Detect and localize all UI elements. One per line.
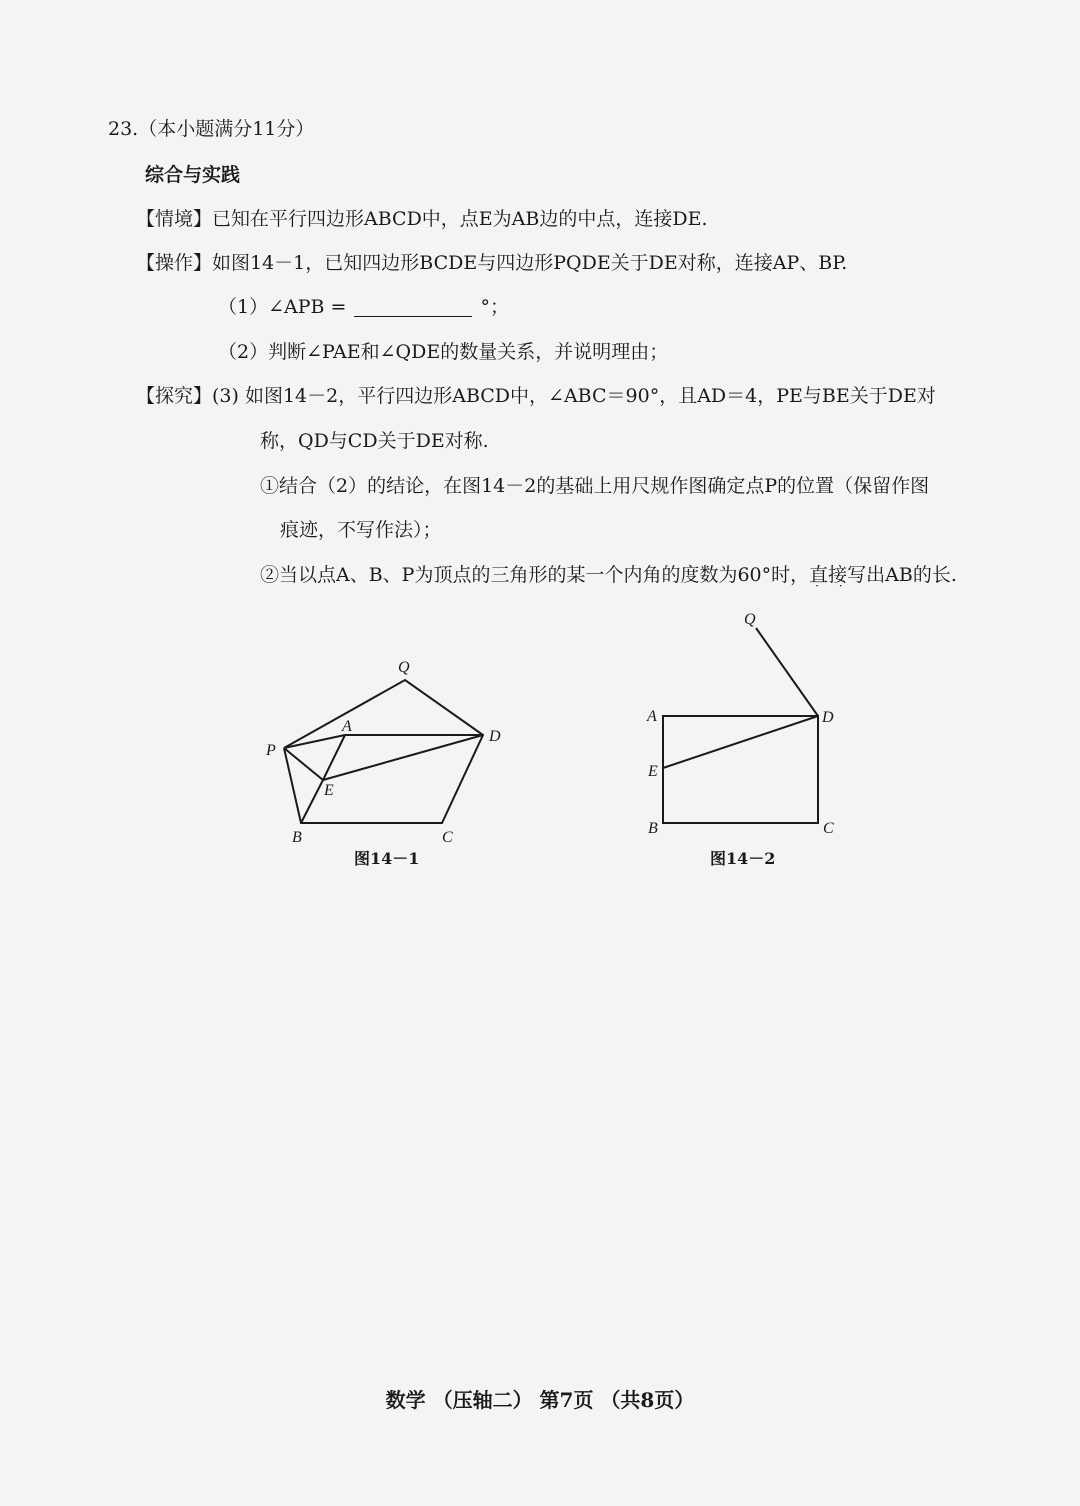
fig1-caption: 图14－1 — [354, 849, 420, 868]
sub2-before: ②当以点A、B、P为顶点的三角形的某一个内角的度数为60°时， — [260, 564, 810, 586]
fig2-label-B: B — [648, 820, 658, 837]
question-2: （2）判断∠PAE和∠QDE的数量关系，并说明理由； — [218, 341, 669, 363]
fig2-label-E: E — [648, 763, 658, 780]
fig2-segment-ED — [663, 716, 818, 768]
fig2-rectangle — [663, 716, 818, 823]
page-footer: 数学 （压轴二） 第7页 （共8页） — [385, 1388, 695, 1412]
fig1-label-P: P — [266, 742, 276, 759]
sub2-emphasis: 直接 · · — [809, 564, 847, 586]
fig1-label-E: E — [324, 782, 334, 799]
fig2-label-A: A — [647, 708, 657, 725]
explore-line-1: 【探究】(3) 如图14－2，平行四边形ABCD中，∠ABC＝90°，且AD＝4，PE与BE关于DE对 — [136, 385, 936, 407]
fig1-label-Q: Q — [398, 659, 410, 676]
section-title: 综合与实践 — [145, 164, 241, 186]
fig2-label-C: C — [823, 820, 834, 837]
fig1-label-C: C — [442, 829, 453, 846]
sub-question-1-line-2: 痕迹，不写作法）； — [280, 519, 442, 541]
explore-line-2: 称，QD与CD关于DE对称. — [260, 430, 489, 452]
fig2-segment-DQ — [756, 628, 818, 716]
fig2-label-D: D — [822, 709, 834, 726]
situation-text: 【情境】已知在平行四边形ABCD中，点E为AB边的中点，连接DE. — [136, 208, 708, 230]
fig1-label-A: A — [342, 718, 352, 735]
sub-question-1-line-1: ①结合（2）的结论，在图14－2的基础上用尺规作图确定点P的位置（保留作图 — [260, 475, 930, 497]
fig1-label-D: D — [489, 728, 501, 745]
operation-text: 【操作】如图14－1，已知四边形BCDE与四边形PQDE关于DE对称，连接AP、BP. — [136, 252, 848, 274]
sub2-after: 写出AB的长. — [847, 564, 957, 586]
q1-suffix: °； — [480, 296, 510, 318]
q1-prefix: （1）∠APB = — [218, 296, 347, 318]
question-header: 23.（本小题满分11分） — [108, 118, 315, 140]
fig2-caption: 图14－2 — [710, 849, 776, 868]
fig1-label-B: B — [292, 829, 302, 846]
fig2-label-Q: Q — [744, 611, 756, 628]
